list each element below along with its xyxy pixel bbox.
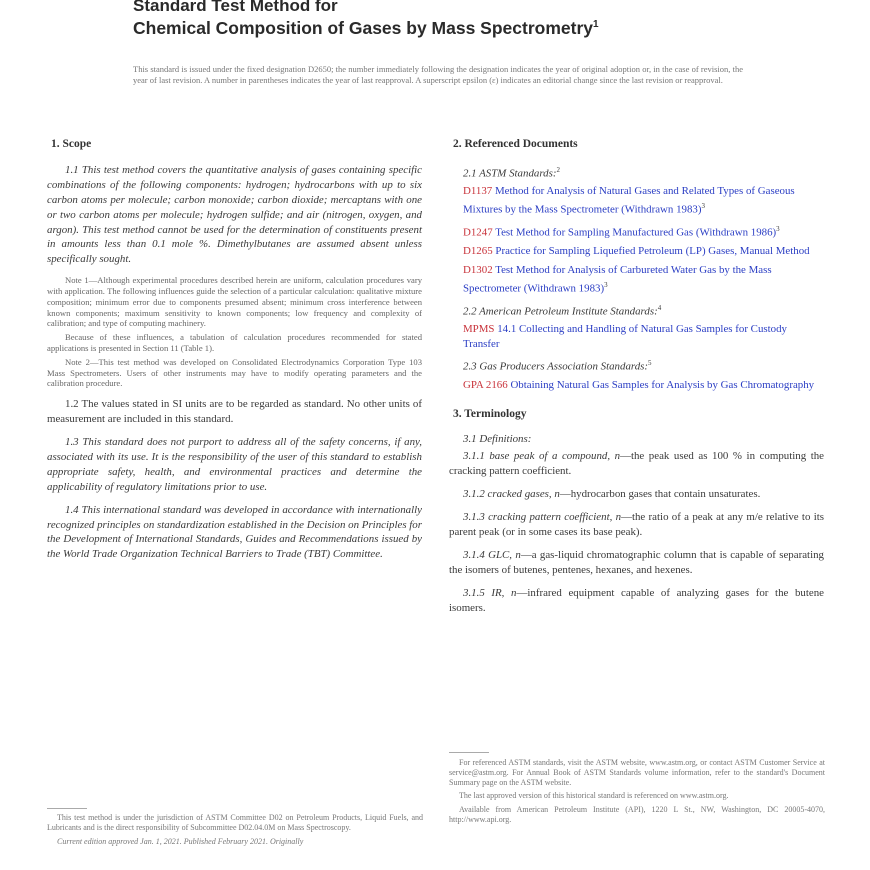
- reference-footnote-mark: 3: [604, 281, 608, 290]
- definition-text: —infrared equipment capable of analyzing gases for the butene isomers.: [449, 586, 824, 614]
- gpa-standards-label: 2.3 Gas Producers Association Standards:: [463, 360, 649, 373]
- reference-link[interactable]: Method for Analysis of Natural Gases and Related Types of Gaseous Mixtures by the Mass Spectrometer (Withdrawn 1983): [463, 185, 795, 216]
- definition-text: —a gas-liquid chromatographic column that is capable of separating the isomers of butenes, pentenes, hexanes, and hexenes.: [449, 548, 824, 576]
- definition-term: 3.1.3 cracking pattern coefficient, n: [463, 511, 622, 524]
- title-line-1: Standard Test Method for: [133, 0, 338, 15]
- paragraph-1-4: 1.4 This international standard was developed in accordance with internationally recognized principles on standardization established in the Decision on Principles for the Development of International Standards, Guides and Recommendations issued by the World Trade Organization Technical Barriers to Trade (TBT) Committee.: [47, 503, 422, 561]
- title-text: Chemical Composition of Gases by Mass Spectrometry: [133, 18, 593, 38]
- reference-link[interactable]: Obtaining Natural Gas Samples for Analysis by Gas Chromatography: [510, 378, 815, 391]
- paragraph-1-3: 1.3 This standard does not purport to address all of the safety concerns, if any, associated with its use. It is the responsibility of the user of this standard to establish appropriate safety, health, and environmental practices and determine the applicability of regulatory limitations prior to use.: [47, 436, 422, 493]
- api-footnote-mark[interactable]: 4: [657, 303, 662, 312]
- reference-footnote-mark: 3: [776, 224, 780, 233]
- reference-code[interactable]: MPMS: [463, 323, 495, 336]
- definition-3-1-4: [449, 548, 824, 578]
- section-heading-scope: 1. Scope: [51, 138, 92, 150]
- definition-text: —the peak used as 100 % in computing the cracking pattern coefficient.: [449, 450, 825, 478]
- astm-standards-heading: [463, 163, 824, 182]
- note-1: Note 1—Although experimental procedures described herein are uniform, calculation procedures vary with application. The following influences guide the selection of a particular calculation: qualitative mixture composition; minimum error due to components presumed absent; minimum cross interference between known components; maximum sensitivity to known components; low frequency and complexity of calibration; and type of computing machinery.: [47, 275, 422, 329]
- reference-item[interactable]: [463, 244, 824, 259]
- footnote-2: For referenced ASTM standards, visit the ASTM website, www.astm.org, or contact ASTM Customer Service at service@astm.org. For Annual Book of ASTM Standards volume information, refer to the standard's Document Summary page on the ASTM website.: [449, 758, 825, 787]
- footnote-divider-left: [47, 808, 87, 809]
- reference-code[interactable]: D1247: [463, 226, 493, 239]
- definition-3-1-2: [449, 487, 824, 502]
- note-2: Note 2—This test method was developed on Consolidated Electrodynamics Corporation Type 103 Mass Spectrometers. Users of other instruments may have to modify operating parameters and the calibration procedure.: [47, 356, 422, 389]
- note-1-continued: Because of these influences, a tabulation of calculation procedures recommended for stated applications is presented in Section 11 (Table 1).: [47, 332, 422, 354]
- reference-item[interactable]: [463, 184, 824, 217]
- api-standards-label: 2.2 American Petroleum Institute Standards:: [463, 305, 658, 318]
- right-column: [449, 131, 824, 624]
- reference-code[interactable]: D1302: [463, 264, 493, 277]
- paragraph-1-2: 1.2 The values stated in SI units are to be regarded as standard. No other units of measurement are included in this standard.: [47, 398, 422, 426]
- definition-term: 3.1.4 GLC, n: [463, 548, 521, 561]
- reference-footnote-mark: 3: [701, 202, 705, 211]
- title-line-2: [133, 18, 599, 39]
- astm-footnote-mark[interactable]: 2: [556, 165, 560, 174]
- definition-text: —hydrocarbon gases that contain unsaturates.: [559, 488, 761, 501]
- api-standards-heading: [463, 301, 824, 320]
- reference-link[interactable]: Practice for Sampling Liquefied Petroleum (LP) Gases, Manual Method: [495, 245, 810, 258]
- designation-preface: This standard is issued under the fixed designation D2650; the number immediately following the designation indicates the year of original adoption or, in the case of revision, the year of last revision. A number in parentheses indicates the year of last reapproval. A superscript epsilon (ε) indicates an editorial change since the last revision or reapproval.: [133, 64, 743, 85]
- reference-item[interactable]: [463, 263, 824, 296]
- footnote-1-edition: [47, 837, 423, 847]
- astm-standards-label: 2.1 ASTM Standards:: [463, 167, 557, 180]
- reference-item[interactable]: [463, 222, 824, 241]
- reference-item[interactable]: [463, 378, 824, 393]
- definition-term: 3.1.1 base peak of a compound, n: [463, 450, 621, 463]
- definition-term: 3.1.2 cracked gases, n: [463, 488, 560, 501]
- section-heading-referenced-documents: 2. Referenced Documents: [453, 138, 578, 150]
- section-heading-terminology: 3. Terminology: [453, 407, 527, 420]
- definitions-text: 3.1 Definitions:: [463, 433, 532, 446]
- reference-item[interactable]: [463, 322, 824, 352]
- definitions-label: [449, 432, 824, 447]
- gpa-standards-heading: [463, 356, 824, 375]
- definition-term: 3.1.5 IR, n: [463, 586, 517, 599]
- paragraph-1-1: 1.1 This test method covers the quantitative analysis of gases containing specific combinations of the following components: hydrogen; hydrocarbons with up to six carbon atoms per molecule; carbon monoxide; carbon dioxide; mercaptans with one or two carbon atoms per molecule; hydrogen sulfide; and air (nitrogen, oxygen, and argon). This test method cannot be used for the determination of constituents present in amounts less than 0.1 mole %. Dimethylbutanes are assumed absent unless specifically sought.: [47, 163, 422, 266]
- left-column: [47, 131, 422, 570]
- reference-code[interactable]: D1265: [463, 245, 493, 258]
- definition-text: —the ratio of a peak at any m/e relative to its parent peak (or in some cases its base peak).: [449, 511, 824, 538]
- footnote-3: The last approved version of this historical standard is referenced on www.astm.org.: [459, 791, 729, 801]
- definition-3-1-5: [449, 586, 824, 616]
- definition-3-1-3: [449, 510, 824, 540]
- footnote-4: Available from American Petroleum Institute (API), 1220 L St., NW, Washington, DC 20005-4070, http://www.api.org.: [449, 805, 825, 824]
- gpa-footnote-mark[interactable]: 5: [648, 359, 652, 368]
- reference-link[interactable]: 14.1 Collecting and Handling of Natural Gas Samples for Custody Transfer: [463, 323, 787, 351]
- footnote-divider-right: [449, 752, 489, 753]
- reference-link[interactable]: Test Method for Sampling Manufactured Gas (Withdrawn 1986): [495, 226, 777, 239]
- title-footnote-mark[interactable]: 1: [593, 19, 599, 31]
- reference-link[interactable]: Test Method for Analysis of Carbureted Water Gas by the Mass Spectrometer (Withdrawn 1983): [463, 264, 772, 295]
- footnote-1: This test method is under the jurisdiction of ASTM Committee D02 on Petroleum Products, Liquid Fuels, and Lubricants and is the direct responsibility of Subcommittee D02.04.0M on Mass Spectroscopy.: [47, 813, 423, 832]
- definition-3-1-1: [449, 449, 824, 479]
- reference-code[interactable]: D1137: [463, 185, 493, 198]
- edition-text: Current edition approved Jan. 1, 2021. Published February 2021. Originally: [57, 836, 304, 846]
- reference-code[interactable]: GPA 2166: [463, 378, 508, 391]
- footnotes-left: [47, 813, 423, 850]
- footnotes-right: [449, 758, 825, 829]
